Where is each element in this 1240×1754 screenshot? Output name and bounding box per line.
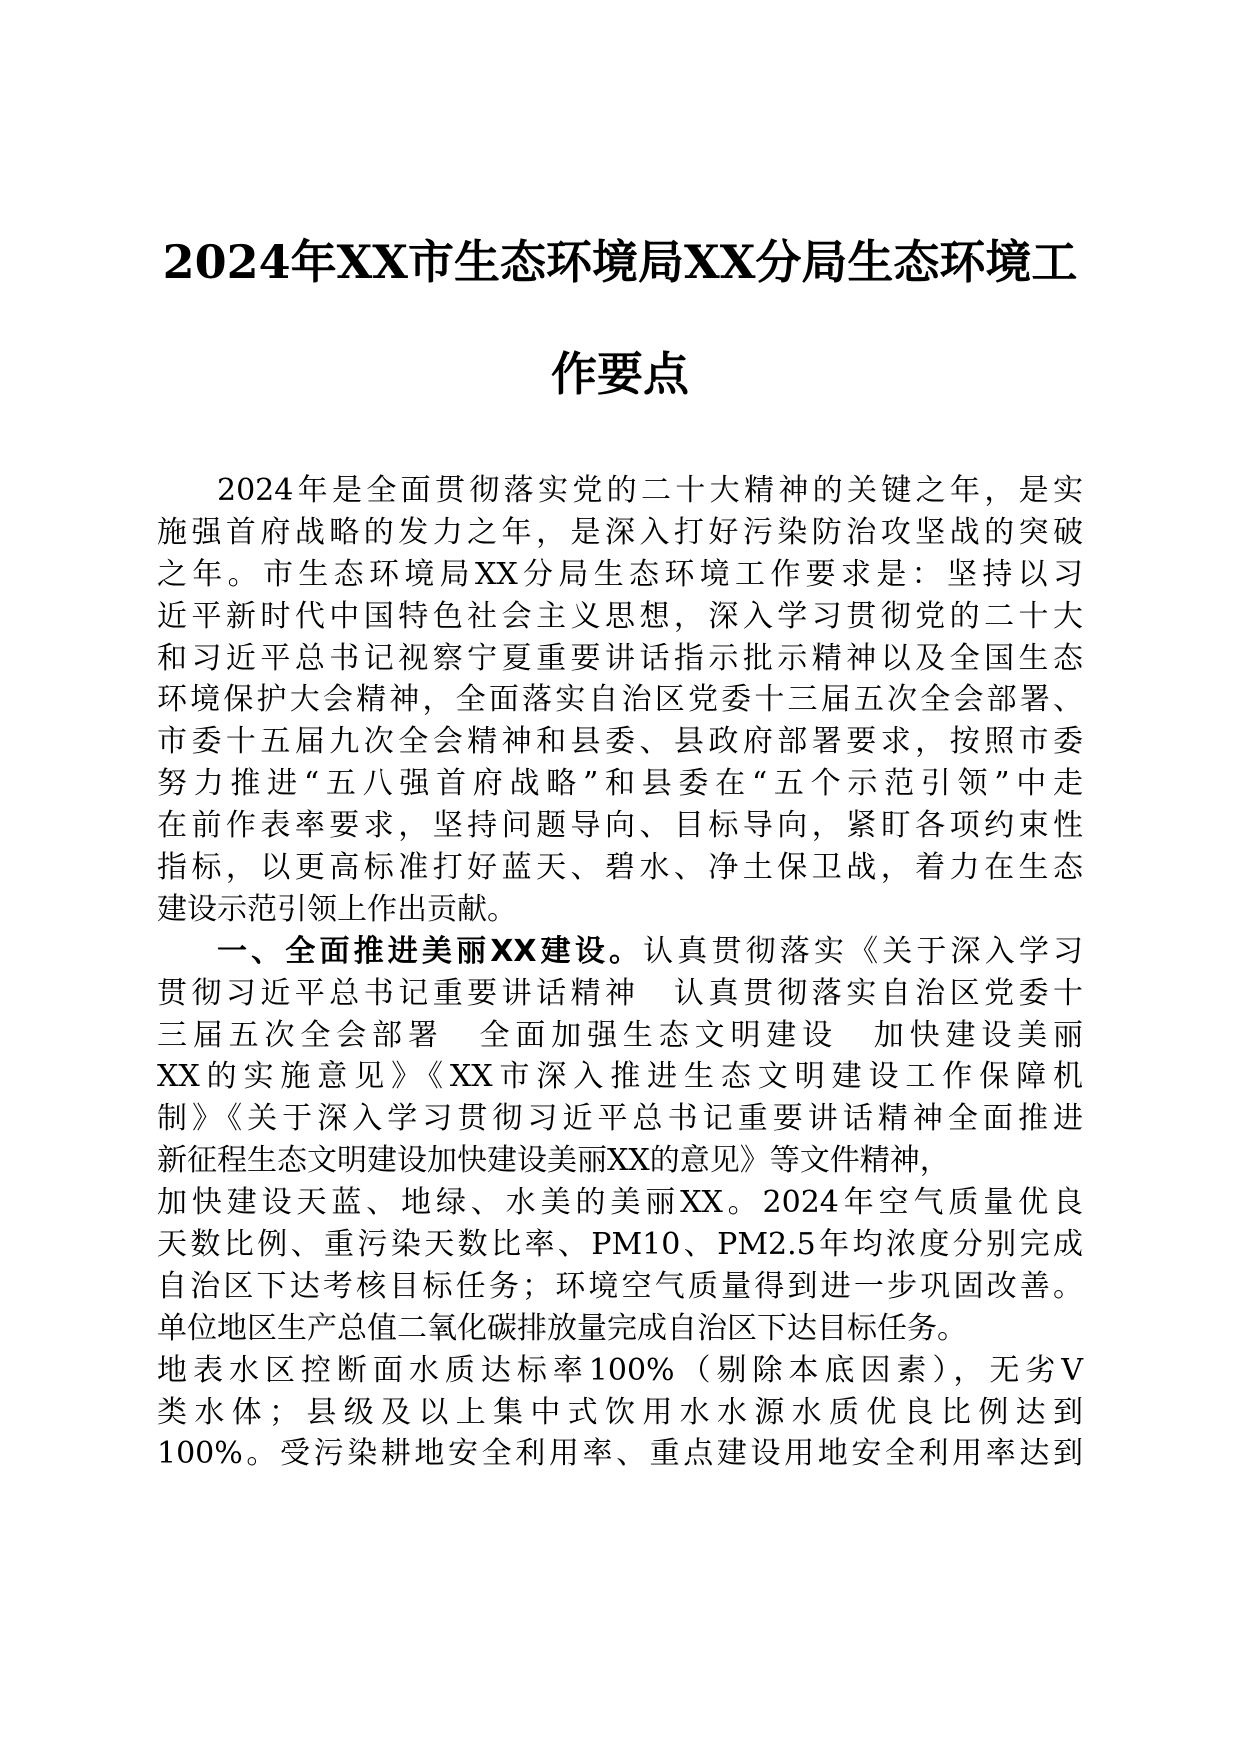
text-line: XX的实施意见》《XX市深入推进生态文明建设工作保障机	[157, 1059, 1083, 1095]
text-line: 建设示范引领上作出贡献。	[157, 891, 517, 927]
text-line: 天数比例、重污染天数比率、PM10、PM2.5年均浓度分别完成	[157, 1227, 1083, 1263]
text-line: 类水体；县级及以上集中式饮用水水源水质优良比例达到	[157, 1394, 1083, 1430]
text-line: 贯彻习近平总书记重要讲话精神 认真贯彻落实自治区党委十	[157, 975, 1083, 1011]
text-line: 三届五次全会部署 全面加强生态文明建设 加快建设美丽	[157, 1017, 1083, 1053]
text-line: 地表水区控断面水质达标率100%（剔除本底因素），无劣V	[157, 1352, 1083, 1388]
text-line: 在前作表率要求，坚持问题导向、目标导向，紧盯各项约束性	[157, 808, 1083, 844]
section-1-first-line-text: 认真贯彻落实《关于深入学习	[643, 933, 1084, 969]
text-line: 市委十五届九次全会精神和县委、县政府部署要求，按照市委	[157, 724, 1083, 760]
text-line: 之年。市生态环境局XX分局生态环境工作要求是：坚持以习	[157, 556, 1083, 592]
intro-paragraph	[157, 470, 1083, 931]
body-text	[157, 470, 1083, 1475]
text-line: 指标，以更高标准打好蓝天、碧水、净土保卫战，着力在生态	[157, 850, 1083, 886]
text-line: 制》《关于深入学习贯彻习近平总书记重要讲话精神全面推进	[157, 1101, 1083, 1137]
section-1-paragraph	[157, 931, 1083, 1476]
section-1-first-line	[157, 931, 1083, 973]
text-line: 努力推进“五八强首府战略”和县委在“五个示范引领”中走	[157, 766, 1083, 802]
text-line: 加快建设天蓝、地绿、水美的美丽XX。2024年空气质量优良	[157, 1185, 1083, 1221]
section-1-heading: 一、全面推进美丽XX建设。	[217, 933, 644, 969]
text-line: 单位地区生产总值二氧化碳排放量完成自治区下达目标任务。	[157, 1310, 967, 1346]
text-line: 自治区下达考核目标任务；环境空气质量得到进一步巩固改善。	[157, 1268, 1083, 1304]
page-title-line-2: 作要点	[551, 347, 689, 401]
page-title-line-1: 2024年XX市生态环境局XX分局生态环境工	[162, 235, 1078, 289]
text-line: 2024年是全面贯彻落实党的二十大精神的关键之年，是实	[217, 473, 1083, 508]
text-line: 和习近平总书记视察宁夏重要讲话指示批示精神以及全国生态	[157, 640, 1083, 676]
text-line: 新征程生态文明建设加快建设美丽XX的意见》等文件精神，	[157, 1143, 950, 1179]
text-line: 环境保护大会精神，全面落实自治区党委十三届五次全会部署、	[157, 682, 1083, 718]
text-line: 近平新时代中国特色社会主义思想，深入学习贯彻党的二十大	[157, 598, 1083, 634]
text-line: 100%。受污染耕地安全利用率、重点建设用地安全利用率达到	[157, 1436, 1083, 1472]
text-line: 施强首府战略的发力之年，是深入打好污染防治攻坚战的突破	[157, 514, 1083, 550]
